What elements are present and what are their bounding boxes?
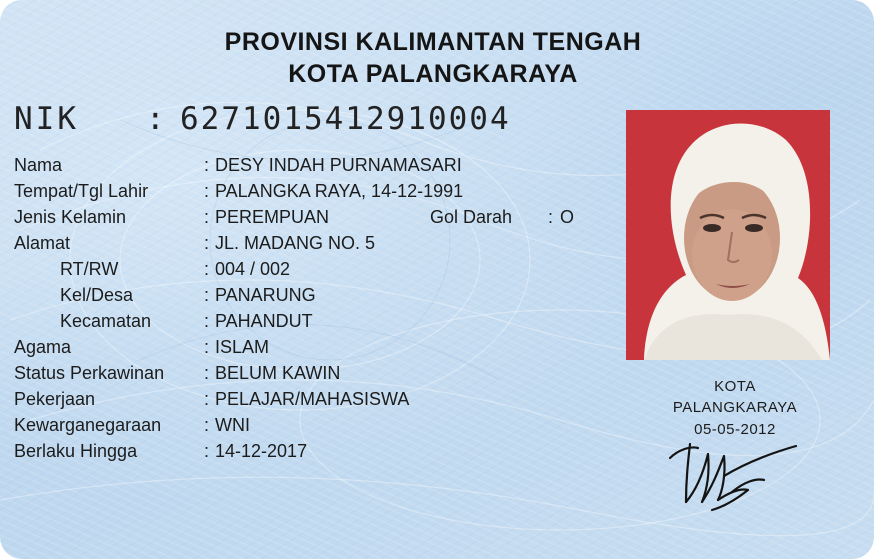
- field-value: DESY INDAH PURNAMASARI: [215, 155, 462, 175]
- nik-value: 6271015412910004: [180, 101, 511, 137]
- field-label: Status Perkawinan: [14, 363, 165, 383]
- field-label: RT/RW: [60, 259, 119, 279]
- field-separator: :: [204, 337, 210, 357]
- field-value: PAHANDUT: [215, 311, 313, 331]
- field-value: PEREMPUAN: [215, 207, 330, 227]
- nik-separator: :: [146, 101, 165, 137]
- field-value: PALANGKA RAYA, 14-12-1991: [215, 181, 464, 201]
- field-separator: :: [204, 259, 210, 279]
- field-row-jenis-kelamin: [14, 207, 614, 231]
- field-separator: :: [204, 363, 210, 383]
- field-row-tempat-tgl-lahir: [14, 181, 614, 205]
- field-value: 14-12-2017: [215, 441, 308, 461]
- issue-city-line2: PALANGKARAYA: [672, 399, 798, 416]
- signature-mark: [664, 436, 804, 516]
- field-value: BELUM KAWIN: [215, 363, 341, 383]
- field-separator: :: [204, 285, 210, 305]
- field-row-agama: [14, 337, 614, 361]
- field-separator: :: [204, 415, 210, 435]
- portrait-image: [626, 110, 830, 360]
- field-value: PANARUNG: [215, 285, 316, 305]
- field-value: WNI: [215, 415, 250, 435]
- field-label: Alamat: [14, 233, 71, 253]
- city-title: KOTA PALANGKARAYA: [288, 60, 578, 88]
- field-row-kewarganegaraan: [14, 415, 614, 439]
- issue-city-line1: KOTA: [714, 378, 756, 395]
- field-label: Jenis Kelamin: [14, 207, 127, 227]
- field-row-rt-rw: [14, 259, 614, 283]
- blood-type-label: Gol Darah: [430, 207, 513, 227]
- field-separator: :: [204, 233, 210, 253]
- field-label: Tempat/Tgl Lahir: [14, 181, 149, 201]
- field-label: Berlaku Hingga: [14, 441, 138, 461]
- field-separator: :: [204, 181, 210, 201]
- field-label: Pekerjaan: [14, 389, 96, 409]
- nik-label: NIK: [14, 101, 79, 137]
- id-photo: [626, 110, 830, 360]
- field-separator: :: [204, 441, 210, 461]
- field-row-nama: [14, 155, 614, 179]
- province-title: PROVINSI KALIMANTAN TENGAH: [224, 28, 642, 56]
- field-separator: :: [204, 311, 210, 331]
- field-row-kecamatan: [14, 311, 614, 335]
- field-value: ISLAM: [215, 337, 270, 357]
- blood-type-value: O: [560, 207, 575, 227]
- field-label: Kecamatan: [60, 311, 152, 331]
- field-separator: :: [204, 389, 210, 409]
- field-separator: :: [204, 155, 210, 175]
- field-label: Agama: [14, 337, 72, 357]
- field-row-alamat: [14, 233, 614, 257]
- field-row-pekerjaan: [14, 389, 614, 413]
- field-value: JL. MADANG NO. 5: [215, 233, 376, 253]
- field-label: Kewarganegaraan: [14, 415, 162, 435]
- field-label: Nama: [14, 155, 63, 175]
- field-value: PELAJAR/MAHASISWA: [215, 389, 410, 409]
- field-row-berlaku-hingga: [14, 441, 614, 465]
- field-value: 004 / 002: [215, 259, 291, 279]
- blood-type-separator: :: [548, 207, 554, 227]
- field-separator: :: [204, 207, 210, 227]
- field-row-kel-desa: [14, 285, 614, 309]
- field-label: Kel/Desa: [60, 285, 134, 305]
- field-row-status-perkawinan: [14, 363, 614, 387]
- issue-date: 05-05-2012: [694, 421, 776, 438]
